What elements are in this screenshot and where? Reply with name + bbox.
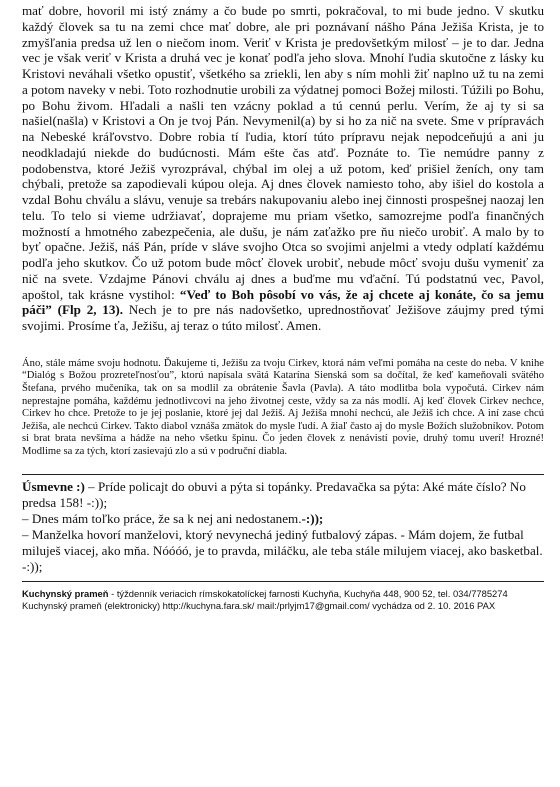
footer [22, 588, 544, 613]
footer-line-2: Kuchynský prameň (elektronicky) http://kuchyna.fara.sk/ mail:/prlyjm17@gmail.com/ vychádza od 2. 10. 2016 PAX [22, 600, 496, 611]
humor-joke-1 [22, 479, 544, 511]
humor-section [22, 479, 544, 575]
humor-joke-2-smiley: -:)); [301, 510, 324, 526]
bible-quote: “Veď to Boh pôsobí vo vás, že aj chcete aj konáte, čo sa jemu páči” (Flp 2, 13). [22, 286, 544, 318]
humor-joke-1-text: – Príde policajt do obuvi a pýta si topánky. Predavačka sa pýta: Aké máte číslo? No predsa 158! -:)); [22, 478, 526, 510]
humor-heading: Úsmevne :) [22, 478, 85, 494]
second-article: Áno, stále máme svoju hodnotu. Ďakujeme ti, Ježišu za tvoju Cirkev, ktorá nám veľmi pomáha na ceste do neba. V knihe “Dialóg s Božou prozreteľnosťou”, ktorú napísala svätá Katarína Sienská som sa dočítal, že keď kameňovali svätého Štefana, prvého mučeníka, tak on sa modlil za obrátenie Šavla (Pavla). A táto modlitba bola vypočutá. Cirkev nám neprestajne pomáha, každému jednotlivcovi na jeho životnej ceste, vždy sa za nás modlí. Aj keď človek Cirkev nechce, Cirkev ho chce. Pretože to je jej poslanie, ktoré jej dal Ježiš. Aj Ježiša mnohí nechcú, ale Ježiš ich chce. A iní zase chcú Ježiša, ale nechcú Cirkev. Takto diabol vznáša zmätok do mysle ľudí. A žiaľ často aj do mysle Božích služobníkov. Potom si brat brata nevšíma a hádže na neho všetku špinu. Čo jeden človek z nenávistí povie, druhý tomu uverí! Hrozné! Modlime sa za tých, ktorí zasievajú zlo a sú v područní diabla. [22, 357, 544, 457]
divider-top [22, 474, 544, 475]
article-text-outro: Nech je to pre nás nadovšetko, uprednostňovať Ježišove záujmy pred tými svojimi. Prosíme ťa, Ježišu, aj teraz o túto milosť. Amen. [22, 302, 544, 333]
main-article [22, 3, 544, 334]
divider-bottom [22, 581, 544, 582]
article-text-intro: mať dobre, hovoril mi istý známy a čo bude po smrti, pokračoval, to mi bude jedno. V skutku každý človek sa tu na zemi chce mať dobre, ale pri poznávaní nášho Pána Ježiša Krista, je to zmyšľania predsa už len o niečom inom. Veriť v Krista je predovšetkým milosť – je to dar. Jedna vec je však veriť v Krista a druhá vec je konať podľa jeho slova. Mnohí ľudia skutočne z lásky ku Kristovi neváhali všetko opustiť, všetkého sa zriekli, len aby s ním mohli žiť naplno už tu na zemi a potom naveky v nebi. Toto rozhodnutie urobili za výdatnej pomoci Božej milosti. Túžili po Bohu, po Bohu živom. Hľadali a našli ten vzácny poklad a tú cennú perlu. Verím, že aj ty si sa našiel(našla) v Kristovi a On je tvoj Pán. Nevymenil(a) by si ho za nič na svete. Sme v prípravách na Nebeské kráľovstvo. Dobre robia tí ľudia, ktorí túto prípravu nejak nepodceňujú a ani ju neodkladajú niekde do budúcnosti. Mám ešte čas atď. Poznáte to. Tie nemúdre panny z podobenstva, ktoré Ježiš vyrozprával, chýbal im olej a už potom, keď prišiel ženích, ony tam chýbali, pretože sa zapodievali kúpou oleja. Aj dnes človek namiesto toho, aby išiel do kostola a vzdal Bohu chválu a slávu, venuje sa trebárs nakupovaniu alebo inej činnosti prospešnej naozaj len telu. To telo si vieme udržiavať, dopraјeme mu priam všetko, samozrejme podľa finančných možností a hmotného zabezpečenia, ale dušu, je nám zaťažko pre ňu niečo urobiť. A malo by to byť opačne. Ježiš, náš Pán, príde v sláve svojho Otca so svojimi anjelmi a vtedy odplatí každému podľa jeho skutkov. Čo už potom bude môcť človek urobiť, nebude môcť svoju dušu vymeniť za nič na svete. Vzdajme Pánovi chválu aj dnes a buďme mu vďační. Tú podstatnú vec, Pavol, apoštol, tak krásne vystihol: [22, 3, 544, 302]
humor-joke-2 [22, 511, 544, 527]
footer-publisher-info: - týždenník veriacich rímskokatolíckej farnosti Kuchyňa, Kuchyňa 448, 900 52, tel. 034/7785274 [108, 587, 508, 599]
footer-title: Kuchynský prameň [22, 587, 109, 599]
footer-line-1 [22, 588, 544, 601]
page [22, 3, 544, 613]
humor-joke-3: – Manželka hovorí manželovi, ktorý nevynechá jediný futbalový zápas. - Mám dojem, že futbal miluješ viacej, ako mňa. Nóóóó, je to pravda, miláčku, ale teba stále milujem viacej, ako basketbal. -:)); [22, 526, 543, 574]
humor-joke-2-text: – Dnes mám toľko práce, že sa k nej ani nedostanem. [22, 510, 302, 526]
